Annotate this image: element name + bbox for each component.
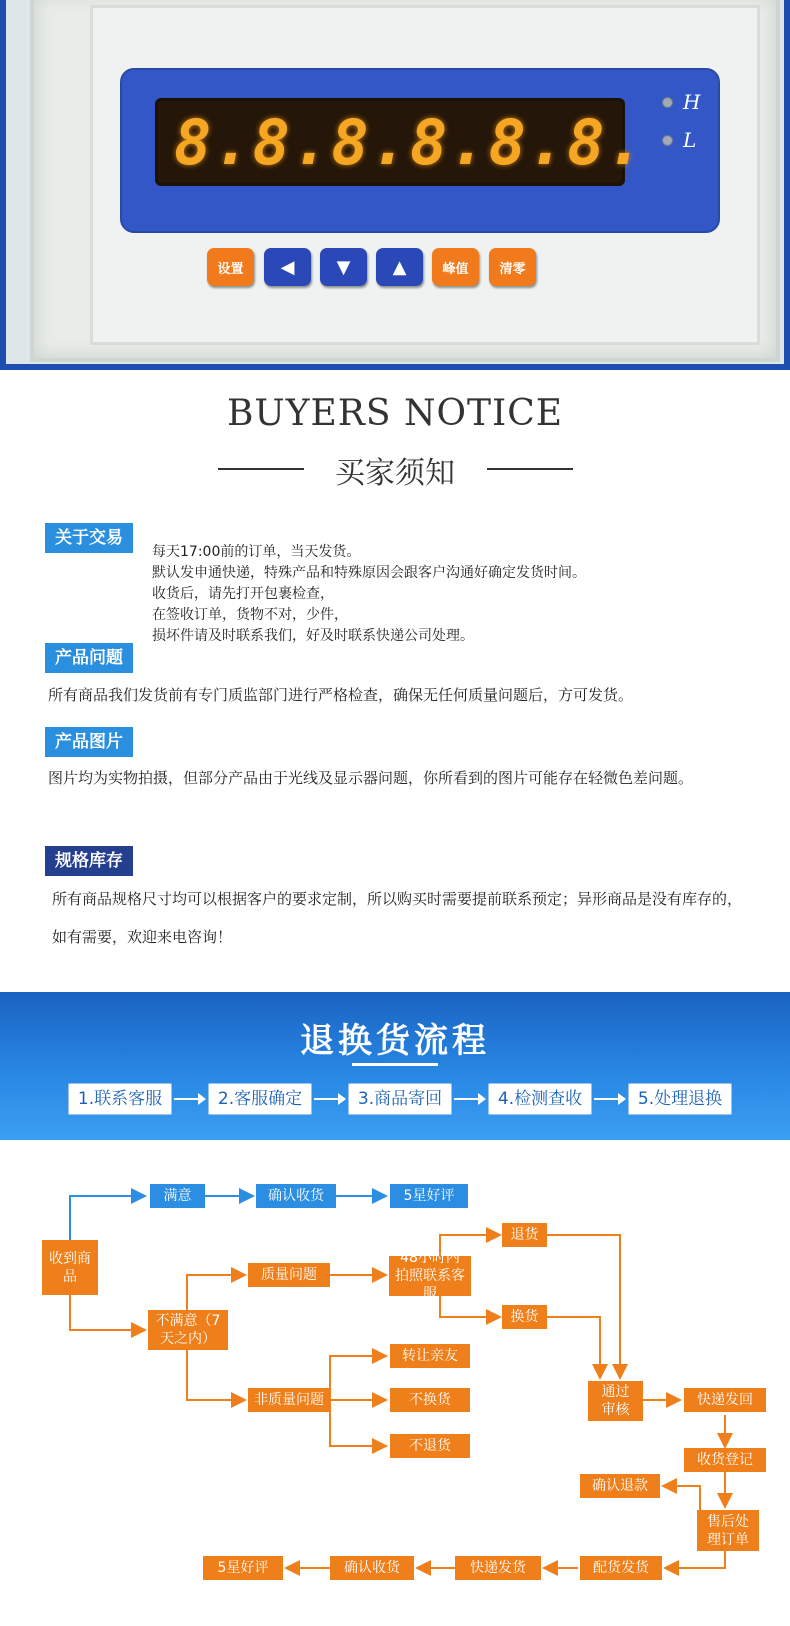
box-confirm-receipt-top: 确认收货 [256, 1184, 336, 1208]
box-receipt-register: 收货登记 [684, 1448, 766, 1472]
key-peak: 峰值 [432, 248, 479, 286]
tag-product-images: 产品图片 [45, 727, 133, 757]
box-photo-48h: 48小时内拍照联系客服 [389, 1256, 471, 1296]
tag-trade: 关于交易 [45, 523, 133, 553]
display-digit: 8. [174, 105, 253, 179]
display-digit: 8. [331, 105, 410, 179]
display-digit: 8. [252, 105, 332, 179]
trade-line: 损坏件请及时联系我们，好及时联系快递公司处理。 [152, 628, 474, 644]
step-arrow [594, 1098, 620, 1100]
box-no-exchange: 不换货 [390, 1388, 470, 1412]
notice-title-cn: 买家须知 [335, 456, 455, 491]
box-refund-confirm: 确认退款 [580, 1474, 660, 1498]
indicator-h-label: H [683, 90, 701, 114]
trade-line: 默认发申通快递，特殊产品和特殊原因会跟客户沟通好确定发货时间。 [152, 565, 586, 581]
return-step-1: 1.联系客服 [68, 1083, 172, 1115]
box-approved: 通过审核 [588, 1381, 643, 1421]
product-photo [0, 0, 790, 370]
return-step-2: 2.客服确定 [208, 1083, 312, 1115]
product-issue-text: 所有商品我们发货前有专门质监部门进行严格检查，确保无任何质量问题后，方可发货。 [48, 686, 634, 704]
box-five-star-top: 5星好评 [390, 1184, 468, 1208]
step-arrow [454, 1098, 480, 1100]
box-exchange-goods: 换货 [502, 1305, 547, 1329]
spec-stock-text: 所有商品规格尺寸均可以根据客户的要求定制，所以购买时需要提前联系预定；异形商品是没有库存的，如有需要，欢迎来电咨询！ [52, 890, 743, 946]
return-step-4: 4.检测查收 [488, 1083, 592, 1115]
box-return-goods: 退货 [502, 1223, 547, 1247]
tag-product-issue: 产品问题 [45, 643, 133, 673]
display-digit: 8. [409, 105, 489, 179]
display-digit: 8. [567, 105, 646, 179]
box-satisfied: 满意 [150, 1184, 205, 1208]
indicator-l-label: L [683, 128, 697, 152]
notice-title-en: BUYERS NOTICE [226, 393, 564, 434]
trade-line: 每天17:00前的订单，当天发货。 [152, 544, 361, 560]
box-express-back: 快递发回 [684, 1388, 766, 1412]
box-dispatch: 配货发货 [580, 1556, 662, 1580]
key-clear: 清零 [489, 248, 536, 286]
return-step-3: 3.商品寄回 [348, 1083, 452, 1115]
tag-spec-stock: 规格库存 [45, 846, 133, 876]
title-underline [352, 1063, 438, 1066]
box-received: 收到商品 [42, 1240, 98, 1295]
trade-line: 收货后，请先打开包裹检查， [152, 586, 334, 602]
box-unsatisfied: 不满意（7天之内） [148, 1310, 228, 1350]
display-digit: 8. [488, 105, 568, 179]
box-no-return: 不退货 [390, 1434, 470, 1458]
trade-line: 在签收订单，货物不对，少件， [152, 607, 348, 623]
divider-right [487, 468, 573, 470]
key-down: ▼ [320, 248, 367, 286]
step-arrow [314, 1098, 340, 1100]
box-transfer: 转让亲友 [390, 1344, 470, 1368]
box-confirm-receipt-bottom: 确认收货 [330, 1556, 414, 1580]
return-flow-title: 退换货流程 [300, 1021, 490, 1061]
return-step-5: 5.处理退换 [628, 1083, 732, 1115]
key-settings: 设置 [207, 248, 254, 286]
photo-frame [0, 0, 790, 370]
box-non-quality-issue: 非质量问题 [248, 1388, 330, 1412]
box-five-star-bottom: 5星好评 [203, 1556, 283, 1580]
box-express-ship: 快递发货 [455, 1556, 541, 1580]
product-images-text: 图片均为实物拍摄，但部分产品由于光线及显示器问题，你所看到的图片可能存在轻微色差问题。 [48, 769, 694, 787]
key-left: ◀ [264, 248, 311, 286]
key-up: ▲ [376, 248, 423, 286]
step-arrow [174, 1098, 200, 1100]
box-aftersale: 售后处理订单 [697, 1510, 759, 1551]
box-quality-issue: 质量问题 [248, 1263, 330, 1287]
